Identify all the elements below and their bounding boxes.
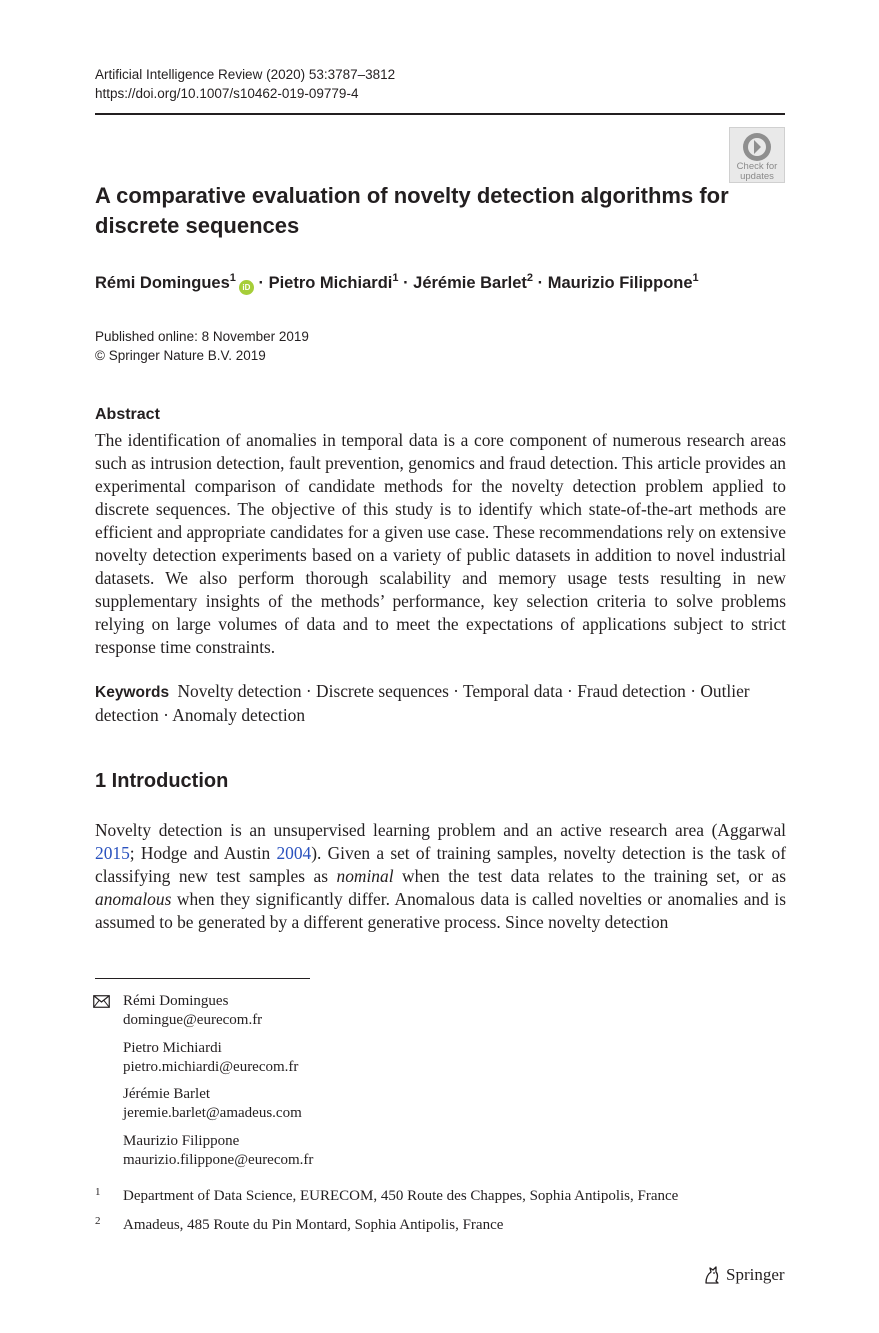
contact-entry (123, 992, 262, 1030)
author-affil-marker: 2 (526, 272, 534, 284)
author-list (95, 272, 699, 295)
contact-email[interactable]: domingue@eurecom.fr (123, 1012, 263, 1028)
springer-horse-logo-icon (703, 1265, 721, 1285)
emphasis-term: anomalous (95, 889, 172, 909)
author-affil-marker: 1 (692, 272, 699, 284)
check-updates-line2: updates (740, 171, 774, 182)
citation-link[interactable]: 2015 (95, 843, 130, 863)
contact-entry (123, 1085, 302, 1123)
introduction-paragraph (95, 819, 786, 934)
author-separator: · (533, 274, 548, 292)
author-name: Maurizio Filippone (547, 274, 693, 292)
springer-logo (703, 1265, 785, 1285)
journal-citation: Artificial Intelligence Review (2020) 53:3787–3812 (95, 67, 396, 82)
envelope-icon (93, 995, 110, 1013)
intro-text: ; Hodge and Austin (129, 843, 277, 863)
author-separator: · (398, 274, 414, 292)
contact-name: Maurizio Filippone (123, 1133, 240, 1149)
check-for-updates-badge[interactable] (729, 127, 785, 183)
contact-name: Pietro Michiardi (123, 1040, 222, 1056)
emphasis-term: nominal (336, 866, 394, 886)
keywords-label: Keywords (95, 684, 170, 701)
affiliation-text: Department of Data Science, EURECOM, 450 Route des Chappes, Sophia Antipolis, France (123, 1188, 679, 1204)
author-separator: · (253, 274, 269, 292)
abstract-heading: Abstract (95, 406, 160, 423)
paper-title: A comparative evaluation of novelty detection algorithms for discrete sequences (95, 183, 729, 238)
intro-text: Novelty detection is an unsupervised learning problem and an active research area (Aggarwal (95, 820, 786, 840)
doi-link[interactable]: https://doi.org/10.1007/s10462-019-09779-4 (95, 86, 359, 101)
contact-name: Jérémie Barlet (123, 1086, 211, 1102)
check-updates-line1: Check for (736, 161, 778, 172)
contact-email[interactable]: maurizio.filippone@eurecom.fr (123, 1152, 314, 1168)
citation-link[interactable]: 2004 (276, 843, 312, 863)
keywords-text: Novelty detection · Discrete sequences · Temporal data · Fraud detection · Outlier detection · Anomaly detection (95, 681, 750, 725)
author-name: Rémi Domingues (95, 274, 230, 292)
author-affil-marker: 1 (392, 272, 399, 284)
check-for-updates-icon (742, 132, 772, 162)
section-heading: 1 Introduction (95, 770, 229, 792)
journal-header (95, 65, 395, 103)
affiliation-number: 2 (95, 1215, 101, 1227)
contact-name: Rémi Domingues (123, 993, 229, 1009)
published-date: Published online: 8 November 2019 (95, 329, 309, 344)
footnote-rule (95, 978, 310, 979)
publisher-name: Springer (726, 1265, 785, 1284)
copyright-line: © Springer Nature B.V. 2019 (95, 348, 266, 363)
intro-text: when the test data relates to the training set, or as (393, 866, 786, 886)
orcid-icon[interactable]: iD (239, 280, 254, 295)
header-rule (95, 113, 785, 115)
affiliation-text: Amadeus, 485 Route du Pin Montard, Sophia Antipolis, France (123, 1217, 504, 1233)
affiliation-number: 1 (95, 1186, 101, 1198)
contact-entry (123, 1039, 298, 1077)
publication-info (95, 327, 309, 365)
author-name: Jérémie Barlet (413, 274, 527, 292)
author-name: Pietro Michiardi (268, 274, 393, 292)
contact-entry (123, 1132, 313, 1170)
contact-email[interactable]: jeremie.barlet@amadeus.com (123, 1105, 302, 1121)
author-affil-marker: 1 (229, 272, 236, 284)
abstract-text: The identification of anomalies in temporal data is a core component of numerous research areas such as intrusion detection, fault prevention, genomics and fraud detection. This article provides an experimental comparison of candidate methods for the novelty detection problem applied to discrete sequences. The objective of this study is to identify which state-of-the-art methods are efficient and appropriate candidates for a given use case. These recommendations rely on extensive novelty detection experiments based on a variety of public datasets in addition to novel industrial datasets. We also perform thorough scalability and memory usage tests resulting in new supplementary insights of the methods’ performance, key selection criteria to solve problems relying on large volumes of data and to meet the expectations of applications subject to strict response time constraints. (95, 430, 786, 657)
contact-email[interactable]: pietro.michiardi@eurecom.fr (123, 1059, 299, 1075)
keywords-block (95, 680, 786, 727)
intro-text: ). Given a set of training samples, novelty detection is the task of classifying new test samples as (95, 843, 786, 886)
intro-text: when they significantly differ. Anomalous data is called novelties or anomalies and is assumed to be generated by a different generative process. Since novelty detection (95, 889, 786, 932)
